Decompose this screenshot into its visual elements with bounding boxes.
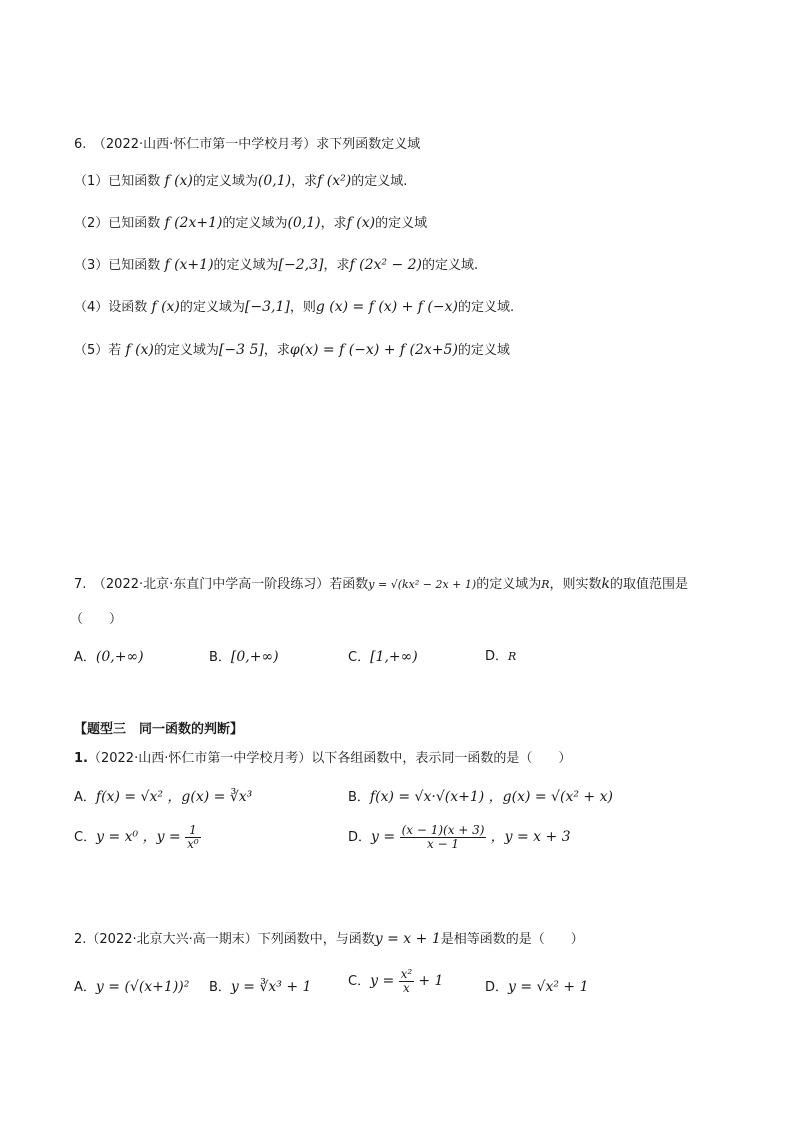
option-d[interactable] (485, 978, 589, 997)
math-expr: g (x) = f (x) + f (−x) (315, 299, 458, 315)
part-text: 的定义域为 (192, 174, 258, 189)
option-label: B． (209, 980, 231, 995)
option-label: A． (74, 790, 96, 805)
option-value: y = √x² + 1 (508, 979, 589, 995)
option-value: [0,+∞) (230, 649, 279, 665)
option-label: B． (209, 650, 231, 665)
math-expr: y = √(kx² − 2x + 1) (368, 578, 477, 591)
math-expr: [−3 5] (218, 342, 264, 358)
option-b[interactable] (348, 788, 613, 807)
option-value: y = ∛x³ + 1 (230, 979, 312, 995)
fraction (399, 968, 415, 995)
part-text: 的定义域. (422, 258, 479, 273)
math-expr: f (2x+1) (164, 215, 223, 231)
q7-heading (74, 575, 688, 594)
part-text: 的定义域 (375, 216, 428, 231)
part-label: （1） (74, 174, 109, 189)
question-number: 1. (74, 751, 88, 766)
q1-heading (74, 750, 571, 768)
option-a[interactable] (74, 788, 252, 807)
option-c[interactable] (74, 822, 201, 853)
option-value: R (508, 650, 517, 663)
option-a[interactable] (74, 648, 144, 667)
math-expr: R (541, 578, 550, 591)
option-c[interactable] (348, 966, 443, 997)
q2-heading (74, 930, 584, 949)
math-expr: f (x) (125, 342, 154, 358)
option-label: A． (74, 650, 96, 665)
option-d[interactable] (485, 648, 516, 666)
part-text: 的定义域为 (179, 300, 245, 315)
part-text: ，求 (323, 258, 350, 273)
part-text: 的定义域为 (222, 216, 288, 231)
part-text: ，求 (263, 343, 290, 358)
part-label: （5） (74, 343, 109, 358)
q2-text: 2.（2022·北京大兴·高一期末）下列函数中，与函数 (74, 932, 375, 947)
math-expr: f (x) (346, 215, 376, 231)
option-value: f(x) = √x² ，g(x) = ∛x³ (95, 789, 253, 805)
math-expr: f (x) (164, 173, 193, 189)
fraction-numerator: x² (400, 967, 413, 981)
part-text: 的定义域. (351, 174, 408, 189)
math-expr: k (601, 576, 610, 592)
option-value: [1,+∞) (370, 649, 418, 665)
q2-text: 是相等函数的是（ ） (440, 932, 584, 947)
fraction (185, 824, 201, 851)
fraction-denominator: x (403, 981, 410, 995)
part-label: （3） (74, 258, 109, 273)
fraction (400, 824, 487, 851)
part-text: 若 (108, 343, 122, 358)
part-text: ，求 (291, 174, 318, 189)
option-value: ，y = x + 3 (490, 829, 571, 845)
option-b[interactable] (209, 648, 279, 667)
q1-text: （2022·山西·怀仁市第一中学校月考）以下各组函数中，表示同一函数的是（ ） (87, 751, 572, 766)
option-value: y = x⁰ ，y = (96, 829, 186, 845)
option-value: f(x) = √x·√(x+1) ，g(x) = √(x² + x) (369, 789, 613, 805)
q6-part-5 (74, 341, 510, 360)
option-value: + 1 (418, 973, 444, 989)
answer-paren: （ ） (70, 612, 123, 627)
q6-part-3 (74, 256, 478, 275)
q6-part-1 (74, 172, 407, 191)
part-text: 已知函数 (108, 216, 161, 231)
math-expr: [−2,3] (278, 257, 324, 273)
section-heading: 【题型三 同一函数的判断】 (74, 722, 244, 737)
part-text: 已知函数 (108, 174, 161, 189)
math-expr: φ(x) = f (−x) + f (2x+5) (289, 342, 458, 358)
option-label: D． (485, 649, 509, 664)
part-text: 已知函数 (108, 258, 161, 273)
part-label: （2） (74, 216, 109, 231)
fraction-denominator: x − 1 (426, 837, 460, 851)
part-text: 的定义域. (457, 300, 515, 315)
option-label: A． (74, 980, 96, 995)
fraction-numerator: 1 (185, 824, 201, 838)
option-label: C． (348, 974, 371, 989)
option-label: C． (74, 830, 97, 845)
math-expr: (0,1) (287, 215, 321, 231)
option-a[interactable] (74, 978, 189, 997)
math-expr: (0,1) (257, 173, 292, 189)
math-expr: f (2x² − 2) (349, 257, 422, 273)
q6-heading: 6. （2022·山西·怀仁市第一中学校月考）求下列函数定义域 (74, 137, 421, 152)
option-value: y = (371, 829, 400, 845)
fraction-denominator: x⁰ (187, 837, 199, 851)
option-b[interactable] (209, 978, 311, 997)
q7-text: 7. （2022·北京·东直门中学高一阶段练习）若函数 (74, 577, 369, 592)
part-text: ，求 (320, 216, 347, 231)
option-label: D． (348, 830, 372, 845)
part-text: ，则 (289, 300, 316, 315)
q7-text: 的取值范围是 (610, 577, 689, 592)
part-text: 的定义域为 (153, 343, 219, 358)
option-d[interactable] (348, 822, 571, 853)
math-expr: f (x²) (317, 173, 352, 189)
q7-text: ，则实数 (549, 577, 602, 592)
q6-part-4 (74, 298, 514, 317)
part-text: 的定义域 (457, 343, 510, 358)
math-expr: [−3,1] (244, 299, 290, 315)
option-label: B． (348, 790, 370, 805)
math-expr: y = x + 1 (374, 931, 441, 947)
option-value: y = (370, 973, 399, 989)
math-expr: f (x) (151, 299, 180, 315)
option-label: D． (485, 980, 509, 995)
option-value: y = (√(x+1))² (95, 979, 190, 995)
q7-text: 的定义域为 (476, 577, 542, 592)
option-c[interactable] (348, 648, 418, 667)
part-label: （4） (74, 300, 109, 315)
math-expr: f (x+1) (164, 257, 214, 273)
option-value: (0,+∞) (95, 649, 144, 665)
part-text: 的定义域为 (213, 258, 279, 273)
fraction-numerator: (x − 1)(x + 3) (401, 823, 485, 837)
option-label: C． (348, 650, 371, 665)
part-text: 设函数 (108, 300, 148, 315)
q6-part-2 (74, 214, 427, 233)
